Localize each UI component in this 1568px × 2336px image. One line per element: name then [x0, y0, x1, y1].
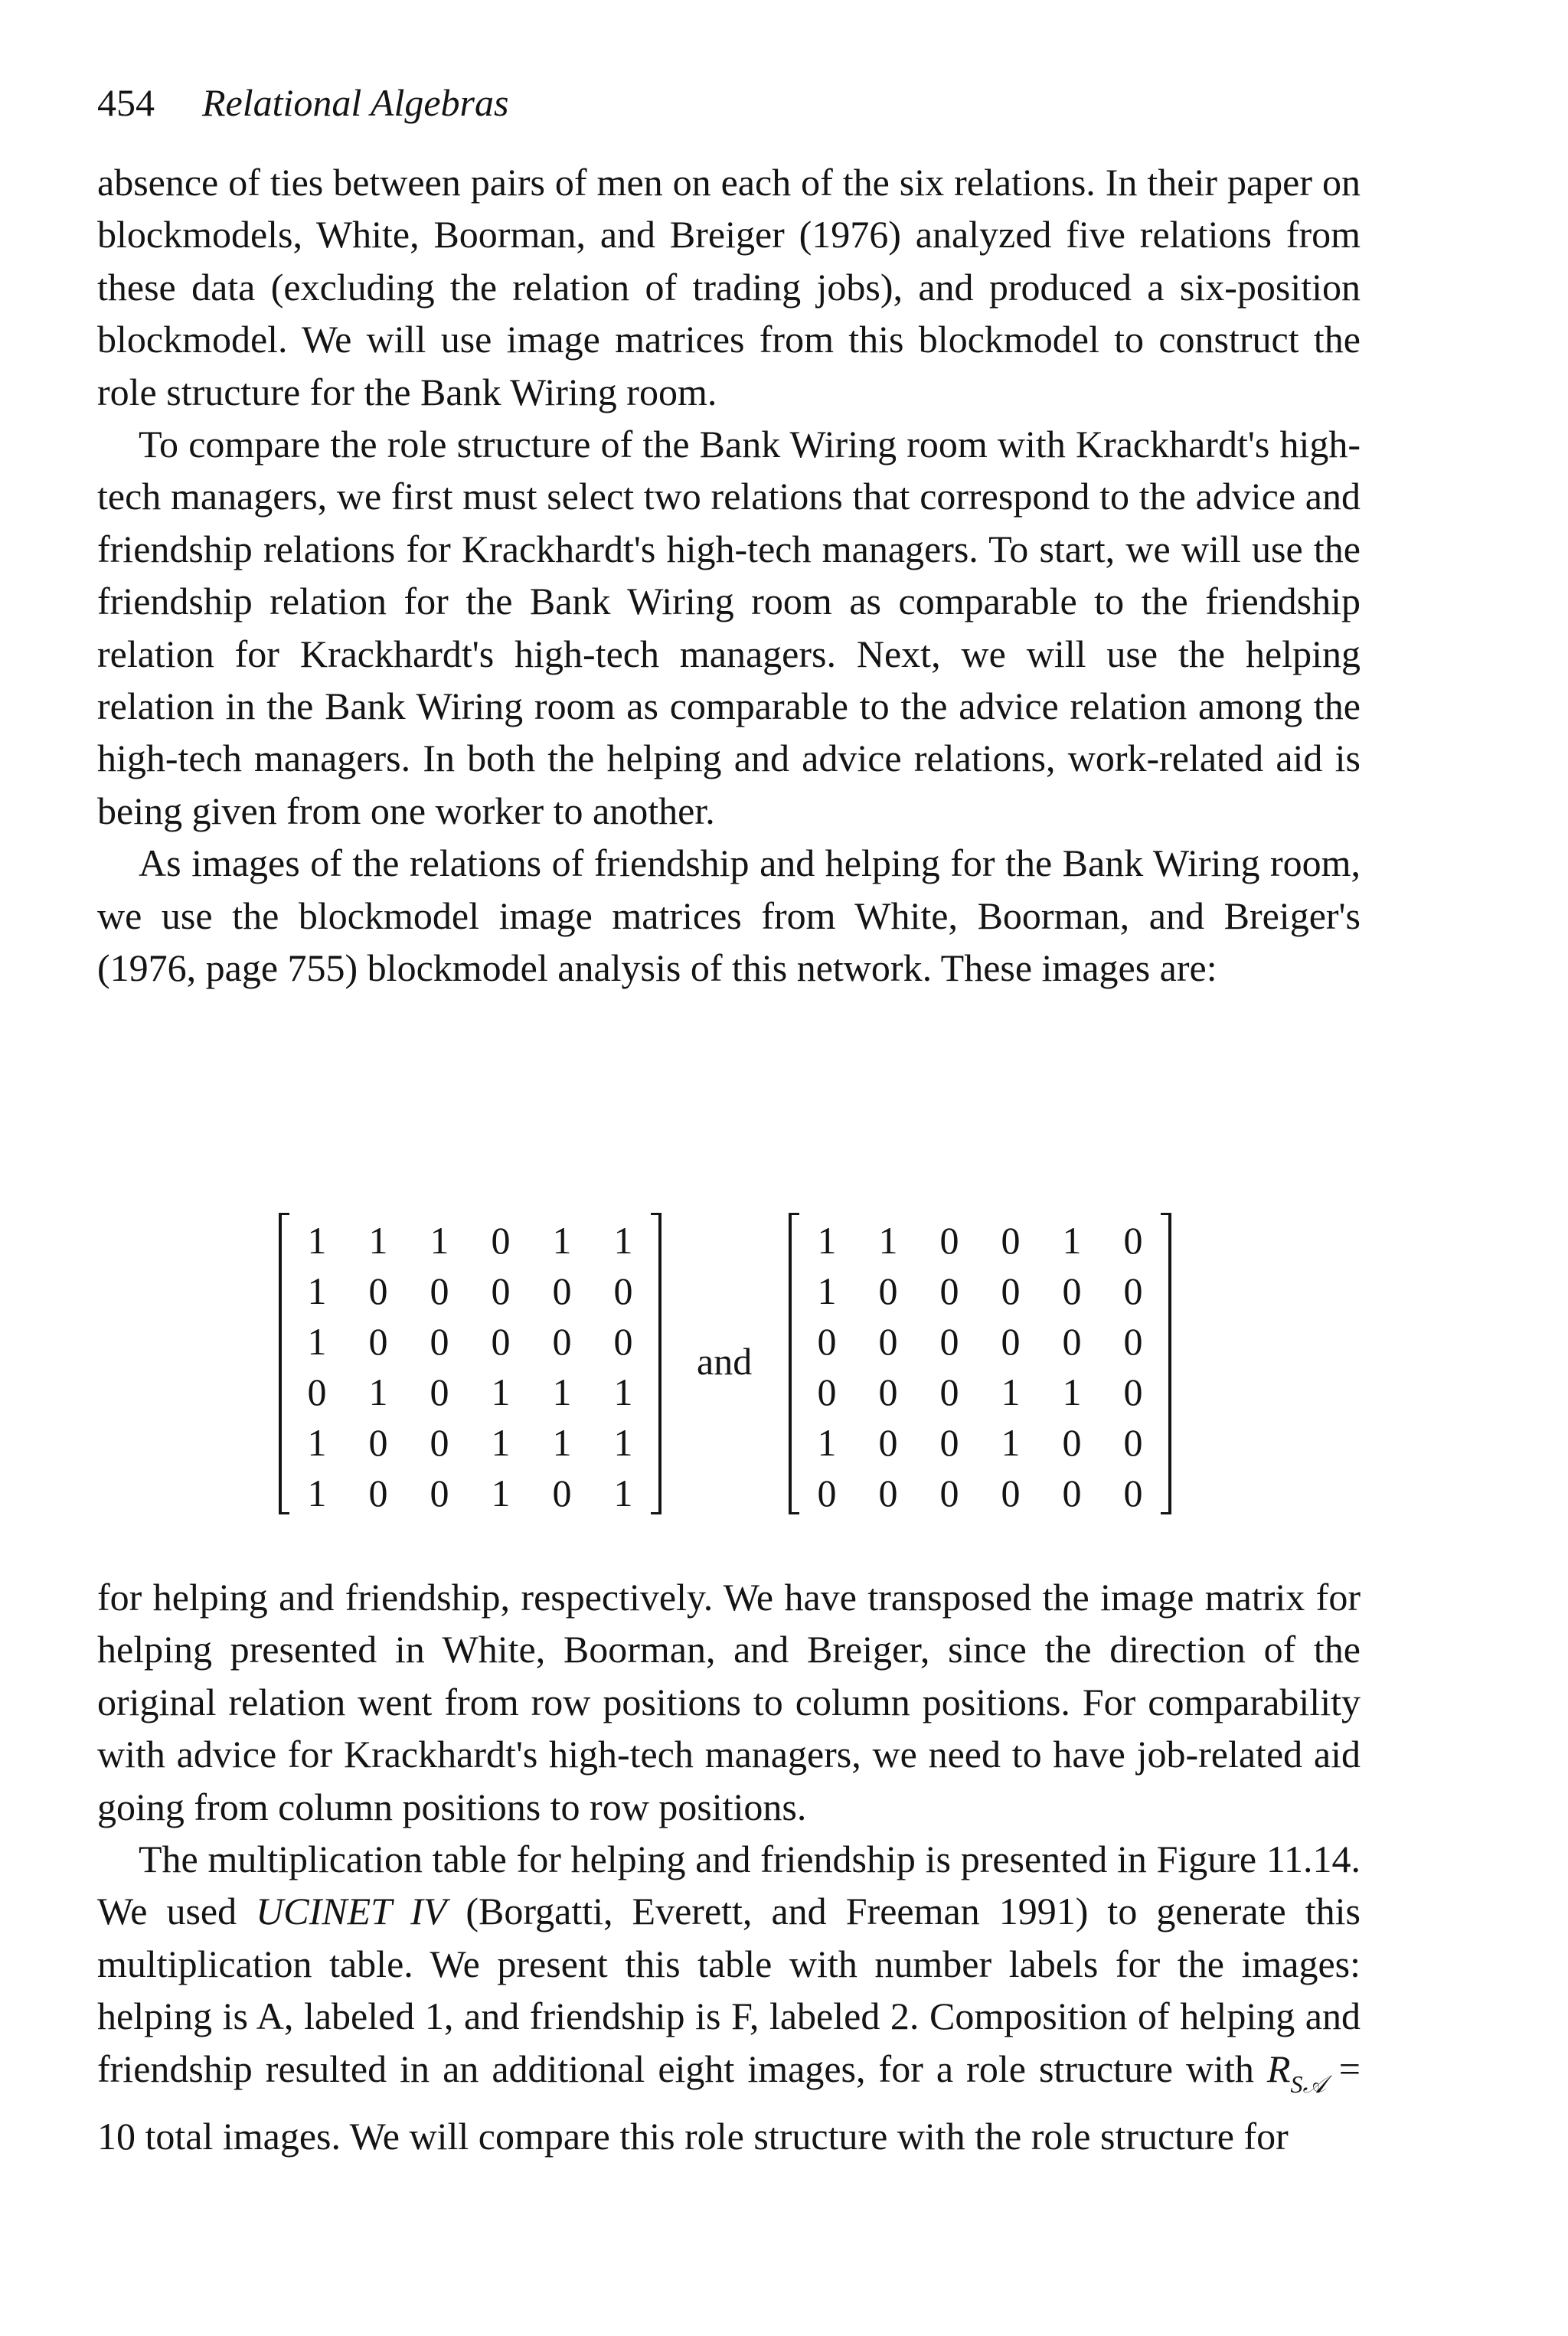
matrix-cell: 1 — [552, 1219, 572, 1262]
matrix-cell: 0 — [1123, 1472, 1143, 1514]
matrix-cell: 0 — [613, 1320, 633, 1363]
matrix-cell: 0 — [1001, 1269, 1021, 1312]
left-bracket — [789, 1213, 799, 1514]
matrix-cell: 0 — [939, 1320, 959, 1363]
paragraph-text: (Borgatti, Everett, and Freeman 1991) to generate this multiplication table. We present this table with number labels for the images: helping is A, labeled 1, and friendship is F, labeled 2. Composition of helping and friendship resulted in an additional eight images, for a role structure with — [97, 1890, 1361, 2090]
matrix-cell: 0 — [817, 1472, 837, 1514]
matrix-cell: 0 — [1001, 1320, 1021, 1363]
helping-image-matrix — [279, 1213, 662, 1514]
paragraph — [97, 1833, 1361, 2162]
matrix-cell: 0 — [878, 1371, 898, 1413]
matrix-cell: 1 — [552, 1371, 572, 1413]
matrix-cell: 0 — [1001, 1472, 1021, 1514]
matrix-cell: 0 — [1062, 1269, 1082, 1312]
matrix-cell: 0 — [491, 1320, 511, 1363]
matrix-cell: 0 — [1062, 1320, 1082, 1363]
symbol-letter: R — [1266, 2047, 1291, 2090]
matrix-cell: 0 — [817, 1371, 837, 1413]
matrix-cell: 0 — [939, 1371, 959, 1413]
matrix-cell: 1 — [613, 1472, 633, 1514]
matrix-cell: 0 — [939, 1421, 959, 1464]
matrix-cell: 0 — [1123, 1219, 1143, 1262]
left-bracket — [279, 1213, 289, 1514]
matrix-cell: 0 — [430, 1320, 449, 1363]
matrix-cell: 1 — [1062, 1371, 1082, 1413]
matrix-cell: 1 — [307, 1219, 327, 1262]
text-block-upper — [97, 156, 1361, 995]
matrix-cell: 1 — [491, 1371, 511, 1413]
matrix-cell: 1 — [307, 1421, 327, 1464]
paragraph: As images of the relations of friendship and helping for the Bank Wiring room, we use the blockmodel image matrices from White, Boorman, and Breiger's (1976, page 755) blockmodel analysis of this network. These images are: — [97, 841, 1361, 990]
matrix-cell: 1 — [878, 1219, 898, 1262]
matrix-cell: 0 — [430, 1269, 449, 1312]
matrix-cell: 0 — [552, 1269, 572, 1312]
matrix-cell: 0 — [878, 1421, 898, 1464]
matrix-cell: 0 — [552, 1320, 572, 1363]
matrix-cell: 1 — [613, 1219, 633, 1262]
matrix-cell: 0 — [1062, 1472, 1082, 1514]
matrix-cell: 0 — [368, 1269, 388, 1312]
matrix-cell: 1 — [307, 1320, 327, 1363]
matrix-conjunction: and — [697, 1340, 753, 1383]
matrix-cell: 0 — [939, 1269, 959, 1312]
matrix-cell: 1 — [817, 1269, 837, 1312]
matrix-cell: 0 — [1123, 1371, 1143, 1413]
matrix-cell: 0 — [939, 1472, 959, 1514]
matrix-cell: 1 — [552, 1421, 572, 1464]
matrix-cell: 0 — [1062, 1421, 1082, 1464]
matrix-cell: 0 — [817, 1320, 837, 1363]
matrix-cell: 1 — [307, 1472, 327, 1514]
matrix-cell: 0 — [368, 1472, 388, 1514]
matrix-cell: 0 — [368, 1320, 388, 1363]
running-title: Relational Algebras — [202, 81, 509, 124]
matrix-cell: 0 — [878, 1269, 898, 1312]
matrix-cell: 1 — [613, 1371, 633, 1413]
matrix-cell: 1 — [817, 1219, 837, 1262]
matrix-cell: 1 — [1001, 1371, 1021, 1413]
paragraph: To compare the role structure of the Bank Wiring room with Krackhardt's high-tech managers, we first must select two relations that correspond to the advice and friendship relations for Krackhardt's high-tech managers. To start, we will use the friendship relation for the Bank Wiring room as comparable to the friendship relation for Krackhardt's high-tech managers. Next, we will use the helping relation in the Bank Wiring room as comparable to the advice relation among the high-tech managers. In both the helping and advice relations, work-related aid is being given from one worker to another. — [97, 423, 1361, 832]
matrix-cell: 0 — [613, 1269, 633, 1312]
text-block-lower — [97, 1571, 1361, 2162]
paragraph-continued: for helping and friendship, respectively. We have transposed the image matrix for helping presented in White, Boorman, and Breiger, since the direction of the original relation went from row positions to column positions. For comparability with advice for Krackhardt's high-tech managers, we need to have job-related aid going from column positions to row positions. — [97, 1576, 1361, 1828]
matrix-cell: 0 — [430, 1472, 449, 1514]
matrix-cell: 1 — [368, 1219, 388, 1262]
matrix-cell: 1 — [1001, 1421, 1021, 1464]
page-number: 454 — [97, 81, 155, 124]
matrix-cell: 1 — [1062, 1219, 1082, 1262]
matrix-cell: 1 — [368, 1371, 388, 1413]
symbol-subscript: S𝒜 — [1290, 2070, 1326, 2098]
matrix-cell: 1 — [307, 1269, 327, 1312]
software-name: UCINET IV — [256, 1890, 447, 1933]
matrix-cell: 0 — [430, 1371, 449, 1413]
matrix-cell: 0 — [491, 1269, 511, 1312]
matrix-cell: 1 — [613, 1421, 633, 1464]
role-structure-symbol — [1266, 2047, 1326, 2098]
matrix-cell: 0 — [491, 1219, 511, 1262]
matrix-cell: 0 — [878, 1320, 898, 1363]
matrix-cell: 0 — [552, 1472, 572, 1514]
paragraph-text: = 10 total images. We will compare this role structure with the role structure for — [97, 2047, 1361, 2158]
matrix-cell: 1 — [491, 1472, 511, 1514]
matrix-cell: 0 — [878, 1472, 898, 1514]
matrix-cell: 0 — [939, 1219, 959, 1262]
matrix-cell: 0 — [1123, 1320, 1143, 1363]
friendship-image-matrix — [789, 1213, 1171, 1514]
matrix-cell: 1 — [430, 1219, 449, 1262]
paragraph-continued: absence of ties between pairs of men on each of the six relations. In their paper on blockmodels, White, Boorman, and Breiger (1976) analyzed five relations from these data (excluding the relation of trading jobs), and produced a six-position blockmodel. We will use image matrices from this blockmodel to construct the role structure for the Bank Wiring room. — [97, 161, 1361, 413]
matrix-cell: 0 — [1123, 1421, 1143, 1464]
matrix-cell: 0 — [430, 1421, 449, 1464]
right-bracket — [1161, 1213, 1171, 1514]
matrix-cell: 0 — [307, 1371, 327, 1413]
paragraph-text: The multiplication table for helping and friendship is presented in Figure 11.14. We used — [97, 1838, 1361, 1933]
matrix-cell: 1 — [491, 1421, 511, 1464]
matrix-cell: 0 — [368, 1421, 388, 1464]
matrix-cell: 0 — [1123, 1269, 1143, 1312]
right-bracket — [651, 1213, 662, 1514]
running-header — [97, 80, 508, 126]
matrix-cell: 1 — [817, 1421, 837, 1464]
matrix-cell: 0 — [1001, 1219, 1021, 1262]
